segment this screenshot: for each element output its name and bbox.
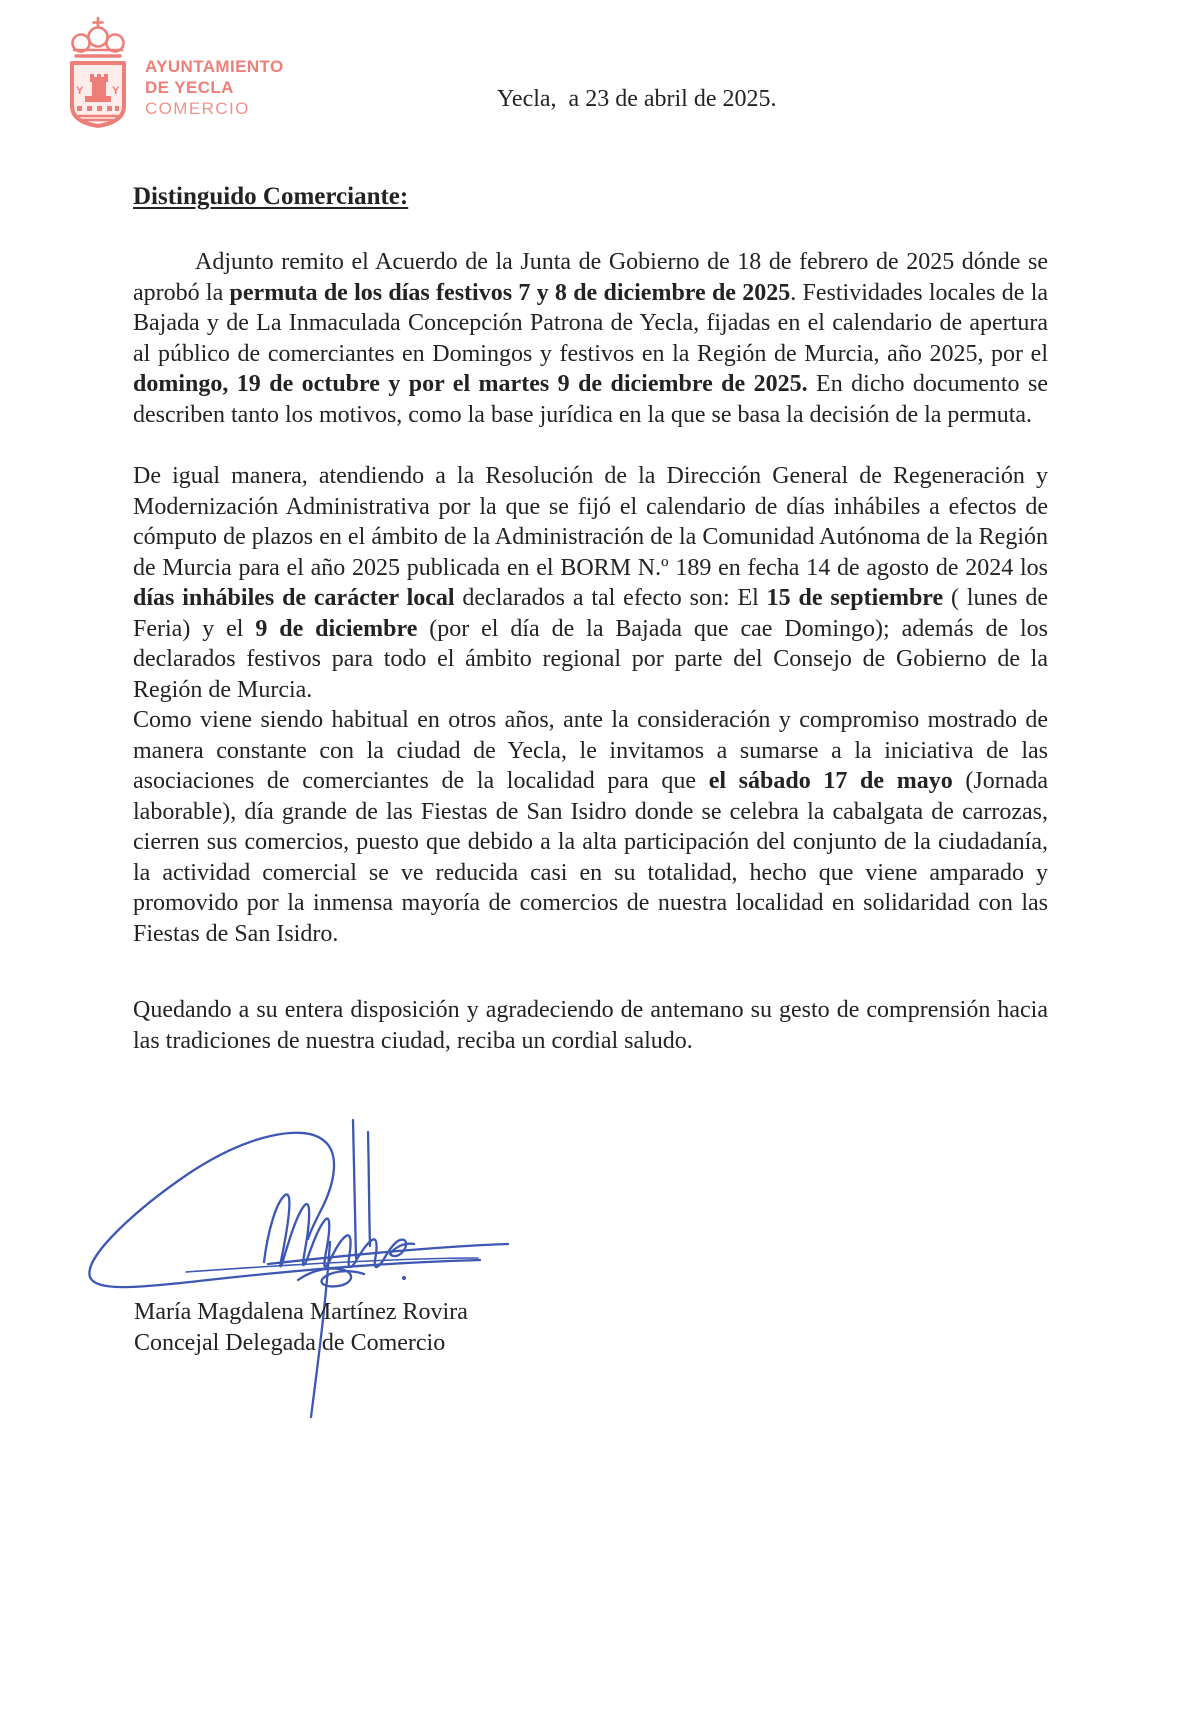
signer-name: María Magdalena Martínez Rovira: [134, 1299, 468, 1325]
logo-org-line3: COMERCIO: [145, 99, 250, 118]
paragraph-bold-segment: permuta de los días festivos 7 y 8 de diciembre de 2025: [229, 279, 791, 306]
paragraph-bold-segment: 9 de diciembre: [255, 615, 418, 642]
letter-body: [133, 183, 1048, 1056]
letter-paragraphs: [133, 247, 1048, 1056]
paragraph-segment: Quedando a su entera disposición y agradeciendo de antemano su gesto de comprensión hacia las tradiciones de nuestra ciudad, reciba un cordial saludo.: [133, 997, 1048, 1054]
letter-date: Yecla, a 23 de abril de 2025.: [497, 86, 777, 112]
paragraph-segment: (por el día de la Bajada que cae Domingo); además de los declarados festivos para todo el ámbito regional por parte del Consejo de Gobierno de la Región de Murcia.: [133, 615, 1049, 703]
paragraph: [133, 461, 1048, 705]
svg-text:Y: Y: [112, 85, 120, 97]
paragraph-segment: ( lunes de Feria) y el: [133, 585, 1049, 642]
paragraph: [133, 995, 1048, 1056]
logo-wordmark: [145, 16, 284, 128]
svg-text:Y: Y: [76, 85, 84, 97]
logo-org-line1: AYUNTAMIENTO: [145, 57, 284, 76]
paragraph-segment: Adjunto remito el Acuerdo de la Junta de Gobierno de 18 de febrero de 2025 dónde se aprobó la: [133, 249, 1048, 306]
paragraph-segment: (Jornada laborable), día grande de las Fiestas de San Isidro donde se celebra la cabalgata de carrozas, cierren sus comercios, puesto que debido a la alta participación del conjunto de la ciudadanía, la actividad comercial se ve reducida casi en su totalidad, hecho que viene amparado y promovido por la inmensa mayoría de comercios de nuestra localidad en solidaridad con las Fiestas de San Isidro.: [133, 768, 1048, 947]
signer-title: Concejal Delegada de Comercio: [134, 1330, 446, 1356]
handwritten-signature: [68, 1112, 518, 1432]
ayuntamiento-logo: [63, 16, 284, 128]
logo-org-line2: DE YECLA: [145, 78, 234, 97]
salutation: Distinguido Comerciante:: [133, 183, 409, 210]
paragraph-segment: De igual manera, atendiendo a la Resolución de la Dirección General de Regeneración y Modernización Administrativa por la que se fijó el calendario de días inhábiles a efectos de cómputo de plazos en el ámbito de la Administración de la Comunidad Autónoma de la Región de Murcia para el año 2025 publicada en el BORM N.º 189 en fecha 14 de agosto de 2024 los: [133, 463, 1048, 581]
signature-ink: [89, 1120, 508, 1417]
paragraph: [133, 705, 1048, 949]
paragraph-segment: Como viene siendo habitual en otros años, ante la consideración y compromiso mostrado de manera constante con la ciudad de Yecla, le invitamos a sumarse a la iniciativa de las asociaciones de comerciantes de la localidad para que: [133, 707, 1048, 794]
paragraph-segment: declarados a tal efecto son: El: [454, 585, 767, 611]
paragraph-segment: . Festividades locales de la Bajada y de La Inmaculada Concepción Patrona de Yecla, fijadas en el calendario de apertura al público de comerciantes en Domingos y festivos en la Región de Murcia, año 2025, por el: [133, 279, 1049, 367]
paragraph-bold-segment: 15 de septiembre: [766, 585, 944, 611]
paragraph-segment: En dicho documento se describen tanto los motivos, como la base jurídica en la que se basa la decisión de la permuta.: [133, 371, 1048, 428]
paragraph-bold-segment: días inhábiles de carácter local: [133, 585, 455, 611]
signer-block: [134, 1297, 468, 1359]
paragraph: [133, 247, 1048, 430]
paragraph-bold-segment: domingo, 19 de octubre y por el martes 9 de diciembre de 2025.: [133, 371, 808, 397]
paragraph-bold-segment: el sábado 17 de mayo: [708, 768, 953, 794]
crown-castle-shield-icon: [63, 16, 133, 128]
